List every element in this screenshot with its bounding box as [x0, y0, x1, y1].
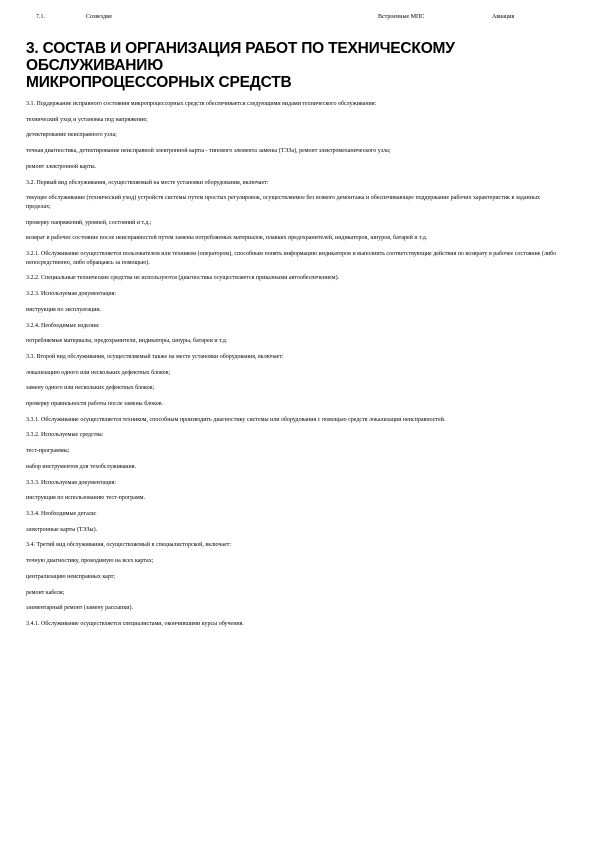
paragraph: инструкция по использованию тест-программ. — [26, 495, 146, 502]
paragraph: 3.3. Второй вид обслуживания, осуществляемый также на месте установки оборудования, включает: — [26, 353, 284, 360]
paragraph: точная диагностика, детектирование неисправной электронной карты - типового элемента замены (ТЭЗа), ремонт электромеханического узла; — [26, 148, 391, 155]
paragraph: элементарный ремонт (замену рассыпки). — [26, 605, 133, 612]
paragraph: 3.3.3. Используемая документация: — [26, 479, 117, 486]
paragraph: возврат в рабочее состояние после неисправностей путем замены потребляемых материалов, плавких предохранителей, индикаторов, шнуров, батарей и т.д. — [26, 235, 428, 242]
running-header — [0, 14, 595, 26]
paragraph-list — [26, 100, 566, 629]
paragraph: ремонт электронной карты. — [26, 163, 97, 170]
paragraph: 3.2.4. Необходимые изделия: — [26, 322, 100, 329]
header-category: Авиация — [492, 14, 515, 20]
paragraph: 3.3.4. Необходимые детали: — [26, 510, 97, 517]
header-document-title: Встроенные МПС — [378, 14, 425, 20]
paragraph: проверку напряжений, уровней, состояний и т.д.; — [26, 219, 152, 226]
paragraph: 3.2. Первый вид обслуживания, осуществляемый на месте установки оборудования, включает: — [26, 179, 269, 186]
paragraph: 3.1. Поддержание исправного состояния микропроцессорных средств обеспечивается следующими видами технического обслуживания: — [26, 101, 377, 107]
paragraph: локализацию одного или нескольких дефектных блоков; — [26, 369, 171, 376]
header-section-number: 7.1. — [36, 14, 45, 20]
paragraph: замену одного или нескольких дефектных блоков; — [26, 385, 155, 392]
section-heading-line-1: 3. СОСТАВ И ОРГАНИЗАЦИЯ РАБОТ ПО ТЕХНИЧЕСКОМУ — [26, 40, 455, 57]
paragraph: ремонт кабеля; — [26, 589, 65, 596]
paragraph: инструкция по эксплуатации. — [26, 306, 102, 313]
section-heading-line-2: ОБСЛУЖИВАНИЮ — [26, 57, 164, 74]
header-source: Созвездие — [86, 14, 113, 20]
section-heading-line-3: МИКРОПРОЦЕССОРНЫХ СРЕДСТВ — [26, 74, 292, 91]
paragraph: 3.4. Третий вид обслуживания, осуществляемый в специалисторской, включает: — [26, 542, 232, 549]
paragraph: электронные карты (ТЭЗы). — [26, 526, 98, 533]
paragraph: технический уход и установка под напряжение; — [26, 116, 148, 123]
paragraph: 3.2.1. Обслуживание осуществляется пользователем или техником (оператором), способным понять информацию индикаторов и выполнить соответствующие действия по возврату в рабочее состояние (либо непосредственно, либо обращаясь за помощью). — [26, 251, 557, 266]
paragraph: точную диагностику, проводимую на всех картах; — [26, 558, 154, 565]
paragraph: 3.2.2. Специальные технические средства не используются (диагностика осуществляется приказными автообеспечением). — [26, 275, 340, 282]
paragraph: 3.3.2. Используемые средства: — [26, 432, 104, 439]
paragraph: текущее обслуживание (технический уход) устройств системы путем простых регулировок, осуществляемое без всякого демонтажа и обеспечивающее поддержание рабочих характеристик в заданных пределах; — [26, 195, 540, 210]
paragraph: набор инструментов для техобслуживания. — [26, 463, 136, 470]
paragraph: детектирование неисправного узла; — [26, 132, 117, 139]
document-body — [26, 40, 566, 636]
paragraph: 3.2.3. Используемая документация: — [26, 291, 117, 298]
paragraph: централизацию неисправных карт; — [26, 573, 116, 580]
paragraph: 3.4.1. Обслуживание осуществляется специалистами, окончившими курсы обучения. — [26, 620, 244, 627]
paragraph: проверку правильности работы после замены блоков. — [26, 401, 164, 408]
paragraph: потребляемые материалы, предохранители, индикаторы, шнуры, батареи и т.д. — [26, 338, 228, 345]
paragraph: тест-программы; — [26, 448, 70, 455]
section-heading — [26, 40, 566, 91]
paragraph: 3.3.1. Обслуживание осуществляется техником, способным производить диагностику системы или оборудования с помощью средств локализации неисправностей. — [26, 416, 446, 423]
